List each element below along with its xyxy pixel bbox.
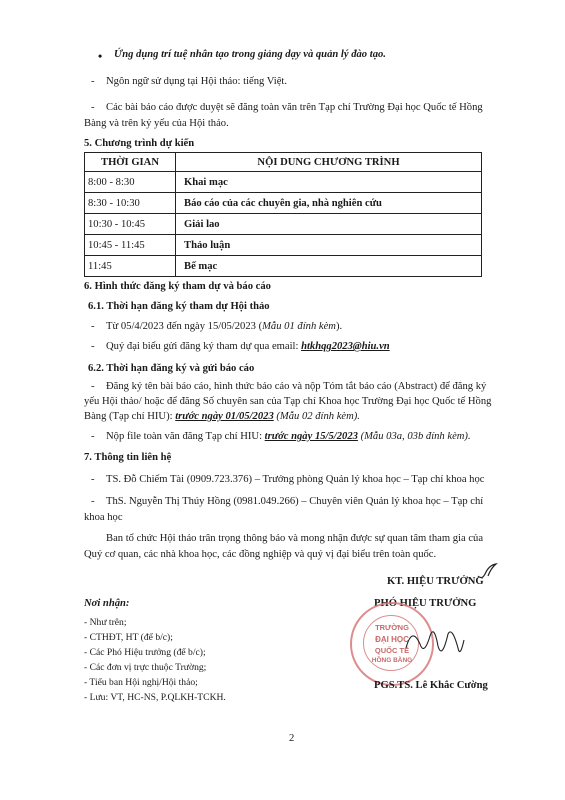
row-time: 8:00 - 8:30 — [85, 172, 176, 193]
row-time: 8:30 - 10:30 — [85, 193, 176, 214]
seal-text-4: HỒNG BÀNG — [371, 657, 413, 664]
topic-item: Ứng dụng trí tuệ nhân tạo trong giảng dạy và quản lý đào tạo. — [114, 49, 386, 60]
seal-text-2: ĐẠI HỌC — [375, 635, 409, 644]
contact-2-line-1: ThS. Nguyễn Thị Thúy Hồng (0981.049.266) – Chuyên viên Quản lý khoa học – Tạp chí — [106, 496, 484, 507]
recipient-item: - Các Phó Hiệu trưởng (để b/c); — [84, 647, 206, 658]
table-row — [85, 172, 482, 193]
recipient-item: - Các đơn vị trực thuộc Trường; — [84, 662, 207, 673]
registration-period — [106, 321, 342, 332]
journal-label: Bàng (Tạp chí HIU): — [84, 411, 176, 422]
section-5-title: 5. Chương trình dự kiến — [84, 138, 195, 149]
abstract-line-1: Đăng ký tên bài báo cáo, hình thức báo cáo và nộp Tóm tắt báo cáo (Abstract) để đăng ký — [106, 381, 487, 392]
table-row — [85, 256, 482, 277]
closing-line-1: Ban tổ chức Hội thảo trân trọng thông báo và mong nhận được sự quan tâm tham gia của — [106, 533, 484, 544]
section-7-title: 7. Thông tin liên hệ — [84, 452, 172, 463]
signature-line-1: KT. HIỆU TRƯỞNG — [387, 576, 484, 587]
table-row — [85, 235, 482, 256]
seal-text-3: QUỐC TẾ — [374, 646, 410, 655]
publish-line-2: Bàng và trên kỷ yếu của Hội thảo. — [84, 118, 229, 129]
table-row — [85, 193, 482, 214]
row-content: Bế mạc — [176, 256, 482, 277]
period-text: Từ 05/4/2023 đến ngày 15/05/2023 ( — [106, 321, 263, 332]
row-time: 10:45 - 11:45 — [85, 235, 176, 256]
email-link[interactable]: htkhqg2023@hiu.vn — [301, 341, 390, 352]
fulltext-deadline: trước ngày 15/5/2023 — [264, 431, 358, 442]
recipient-item: - CTHĐT, HT (để b/c); — [84, 632, 173, 643]
language-dash: - — [91, 76, 95, 87]
recipients-title: Nơi nhận: — [84, 598, 130, 609]
table-row — [85, 214, 482, 235]
form-ref: (Mẫu 03a, 03b đính kèm). — [357, 431, 471, 442]
section-6-1-title: 6.1. Thời hạn đăng ký tham dự Hội thảo — [88, 301, 270, 312]
contact-2-line-2: khoa học — [84, 512, 123, 523]
form-ref: (Mẫu 02 đính kèm). — [273, 411, 360, 422]
fulltext-label: Nộp file toàn văn đăng Tạp chí HIU: — [106, 431, 265, 442]
dash: - — [91, 474, 95, 485]
recipient-item: - Tiểu ban Hội nghị/Hội thảo; — [84, 677, 198, 688]
signatory-name: PGS.TS. Lê Khắc Cường — [374, 680, 488, 691]
table-header-row — [85, 153, 482, 172]
dash: - — [91, 431, 95, 442]
dash: - — [91, 496, 95, 507]
dash: - — [91, 381, 95, 392]
row-content: Giải lao — [176, 214, 482, 235]
language-line: Ngôn ngữ sử dụng tại Hội thảo: tiếng Việt. — [106, 76, 288, 87]
schedule-table — [84, 152, 482, 277]
publish-line-1: Các bài báo cáo được duyệt sẽ đăng toàn văn trên Tạp chí Trường Đại học Quốc tế Hồng — [106, 102, 483, 113]
signature-mark-icon — [476, 562, 498, 582]
recipient-item: - Như trên; — [84, 617, 127, 628]
fulltext-line — [106, 431, 471, 442]
row-content: Thảo luận — [176, 235, 482, 256]
row-content: Báo cáo của các chuyên gia, nhà nghiên cứu — [176, 193, 482, 214]
contact-1: TS. Đỗ Chiếm Tài (0909.723.376) – Trưởng phòng Quản lý khoa học – Tạp chí khoa học — [106, 474, 485, 485]
header-content: NỘI DUNG CHƯƠNG TRÌNH — [176, 153, 482, 172]
email-line — [106, 341, 390, 352]
abstract-line-2: yếu Hội thảo/ hoặc để đăng Số chuyên san của Tạp chí Khoa học Trường Đại học Quốc tế Hồng — [84, 396, 492, 407]
row-time: 11:45 — [85, 256, 176, 277]
abstract-deadline: trước ngày 01/05/2023 — [175, 411, 274, 422]
closing-line-2: Quý cơ quan, các nhà khoa học, các đồng nghiệp và quý vị đại biểu trên toàn quốc. — [84, 549, 437, 560]
page-number: 2 — [289, 733, 295, 744]
publish-dash: - — [91, 102, 95, 113]
row-time: 10:30 - 10:45 — [85, 214, 176, 235]
bullet-icon: • — [98, 49, 103, 63]
recipient-item: - Lưu: VT, HC-NS, P.QLKH-TCKH. — [84, 692, 226, 703]
handwritten-signature — [402, 618, 466, 666]
row-content: Khai mạc — [176, 172, 482, 193]
dash: - — [91, 321, 95, 332]
form-ref: Mẫu 01 đính kèm — [262, 321, 336, 332]
period-suffix: ). — [335, 321, 343, 332]
abstract-line-3 — [84, 411, 360, 422]
signature-line-2: PHÓ HIỆU TRƯỞNG — [374, 598, 477, 609]
dash: - — [91, 341, 95, 352]
email-label: Quý đại biểu gửi đăng ký tham dự qua email: — [106, 341, 302, 352]
section-6-2-title: 6.2. Thời hạn đăng ký và gửi báo cáo — [88, 363, 255, 374]
header-time: THỜI GIAN — [85, 153, 176, 172]
section-6-title: 6. Hình thức đăng ký tham dự và báo cáo — [84, 281, 271, 292]
seal-text-top: TRƯỜNG — [375, 623, 409, 632]
